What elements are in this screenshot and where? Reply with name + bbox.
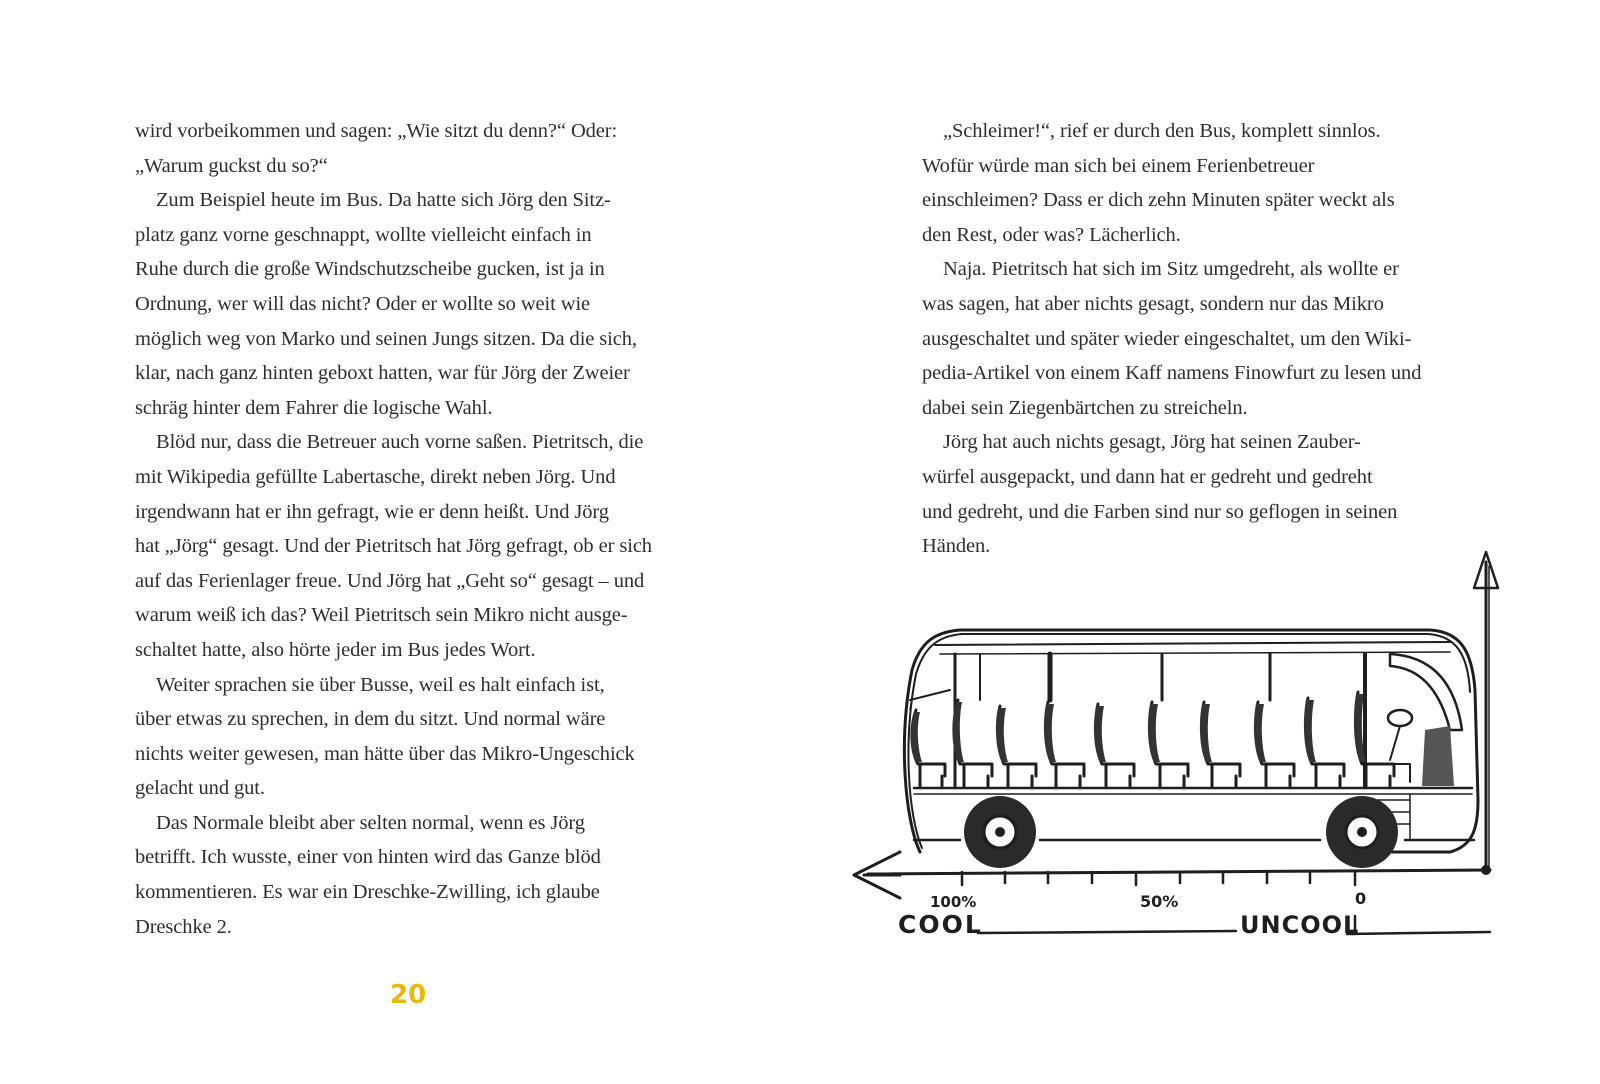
seat-icon bbox=[1044, 702, 1084, 786]
text-line: möglich weg von Marko und seinen Jungs sitzen. Da die sich, bbox=[135, 327, 637, 350]
left-page-text bbox=[135, 114, 695, 944]
right-page-text bbox=[922, 114, 1502, 564]
text-line: würfel ausgepackt, und dann hat er gedreht und gedreht bbox=[922, 465, 1373, 488]
text-line: kommentieren. Es war ein Dreschke-Zwilling, ich glaube bbox=[135, 881, 600, 904]
text-line: auf das Ferienlager freue. Und Jörg hat „Geht so“ gesagt – und bbox=[135, 569, 645, 592]
page-number: 20 bbox=[390, 980, 427, 1010]
bus-seats bbox=[910, 692, 1394, 786]
text-line: platz ganz vorne geschnappt, wollte vielleicht einfach in bbox=[135, 223, 592, 246]
text-line: schräg hinter dem Fahrer die logische Wahl. bbox=[135, 396, 493, 419]
text-line: gelacht und gut. bbox=[135, 777, 265, 800]
text-line: warum weiß ich das? Weil Pietritsch sein Mikro nicht ausge- bbox=[135, 604, 628, 627]
text-line: wird vorbeikommen und sagen: „Wie sitzt du denn?“ Oder: bbox=[135, 120, 618, 142]
text-line: Das Normale bleibt aber selten normal, wenn es Jörg bbox=[156, 811, 585, 834]
seat-icon bbox=[996, 706, 1036, 786]
text-line: schaltet hatte, also hörte jeder im Bus jedes Wort. bbox=[135, 638, 536, 661]
text-line: mit Wikipedia gefüllte Labertasche, direkt neben Jörg. Und bbox=[135, 465, 616, 488]
seat-icon bbox=[1254, 702, 1294, 786]
text-line: betrifft. Ich wusste, einer von hinten wird das Ganze blöd bbox=[135, 846, 601, 869]
text-line: dabei sein Ziegenbärtchen zu streicheln. bbox=[922, 396, 1248, 419]
text-line: „Warum guckst du so?“ bbox=[135, 154, 328, 177]
text-line: Jörg hat auch nichts gesagt, Jörg hat seinen Zauber- bbox=[943, 431, 1361, 454]
text-line: den Rest, oder was? Lächerlich. bbox=[922, 223, 1181, 246]
seat-icon bbox=[1304, 698, 1344, 786]
bus-wheel-front-icon bbox=[1326, 796, 1398, 868]
text-line: ausgeschaltet und später wieder eingeschaltet, um den Wiki- bbox=[922, 327, 1412, 350]
text-line: und gedreht, und die Farben sind nur so geflogen in seinen bbox=[922, 500, 1398, 523]
text-line: Dreschke 2. bbox=[135, 915, 232, 938]
text-line: Wofür würde man sich bei einem Ferienbetreuer bbox=[922, 154, 1315, 177]
text-line: „Schleimer!“, rief er durch den Bus, komplett sinnlos. bbox=[943, 120, 1381, 142]
text-line: Naja. Pietritsch hat sich im Sitz umgedreht, als wollte er bbox=[943, 258, 1399, 281]
word-cool: COOL bbox=[898, 910, 983, 939]
text-line: über etwas zu sprechen, in dem du sitzt. Und normal wäre bbox=[135, 708, 606, 731]
seat-icon bbox=[952, 700, 992, 786]
scale-label-0: 0 bbox=[1355, 889, 1367, 908]
scale-label-50: 50% bbox=[1140, 892, 1179, 911]
bus-illustration bbox=[850, 550, 1540, 970]
text-line: pedia-Artikel von einem Kaff namens Finowfurt zu lesen und bbox=[922, 362, 1422, 385]
word-uncool: UNCOOL bbox=[1240, 911, 1360, 939]
text-line: Blöd nur, dass die Betreuer auch vorne saßen. Pietritsch, die bbox=[156, 431, 644, 454]
text-line: Händen. bbox=[922, 535, 991, 558]
seat-icon bbox=[1094, 704, 1134, 786]
text-line: Ordnung, wer will das nicht? Oder er wollte so weit wie bbox=[135, 292, 591, 315]
text-line: nichts weiter gewesen, man hätte über das Mikro-Ungeschick bbox=[135, 742, 635, 765]
seat-icon bbox=[1354, 692, 1394, 786]
text-line: was sagen, hat aber nichts gesagt, sondern nur das Mikro bbox=[922, 292, 1384, 315]
text-line: Weiter sprachen sie über Busse, weil es halt einfach ist, bbox=[156, 673, 605, 696]
right-page bbox=[800, 0, 1600, 1084]
text-line: einschleimen? Dass er dich zehn Minuten später weckt als bbox=[922, 189, 1395, 212]
text-line: hat „Jörg“ gesagt. Und der Pietritsch hat Jörg gefragt, ob er sich bbox=[135, 535, 652, 558]
seat-icon bbox=[910, 710, 945, 786]
text-line: irgendwann hat er ihn gefragt, wie er denn heißt. Und Jörg bbox=[135, 500, 609, 523]
seat-icon bbox=[1200, 702, 1240, 786]
seat-icon bbox=[1148, 702, 1188, 786]
scale-label-100: 100% bbox=[930, 893, 977, 911]
text-line: Zum Beispiel heute im Bus. Da hatte sich Jörg den Sitz- bbox=[156, 189, 611, 212]
bus-wheel-rear-icon bbox=[964, 796, 1036, 868]
text-line: Ruhe durch die große Windschutzscheibe gucken, ist ja in bbox=[135, 258, 605, 281]
text-line: klar, nach ganz hinten geboxt hatten, war für Jörg der Zweier bbox=[135, 362, 630, 385]
